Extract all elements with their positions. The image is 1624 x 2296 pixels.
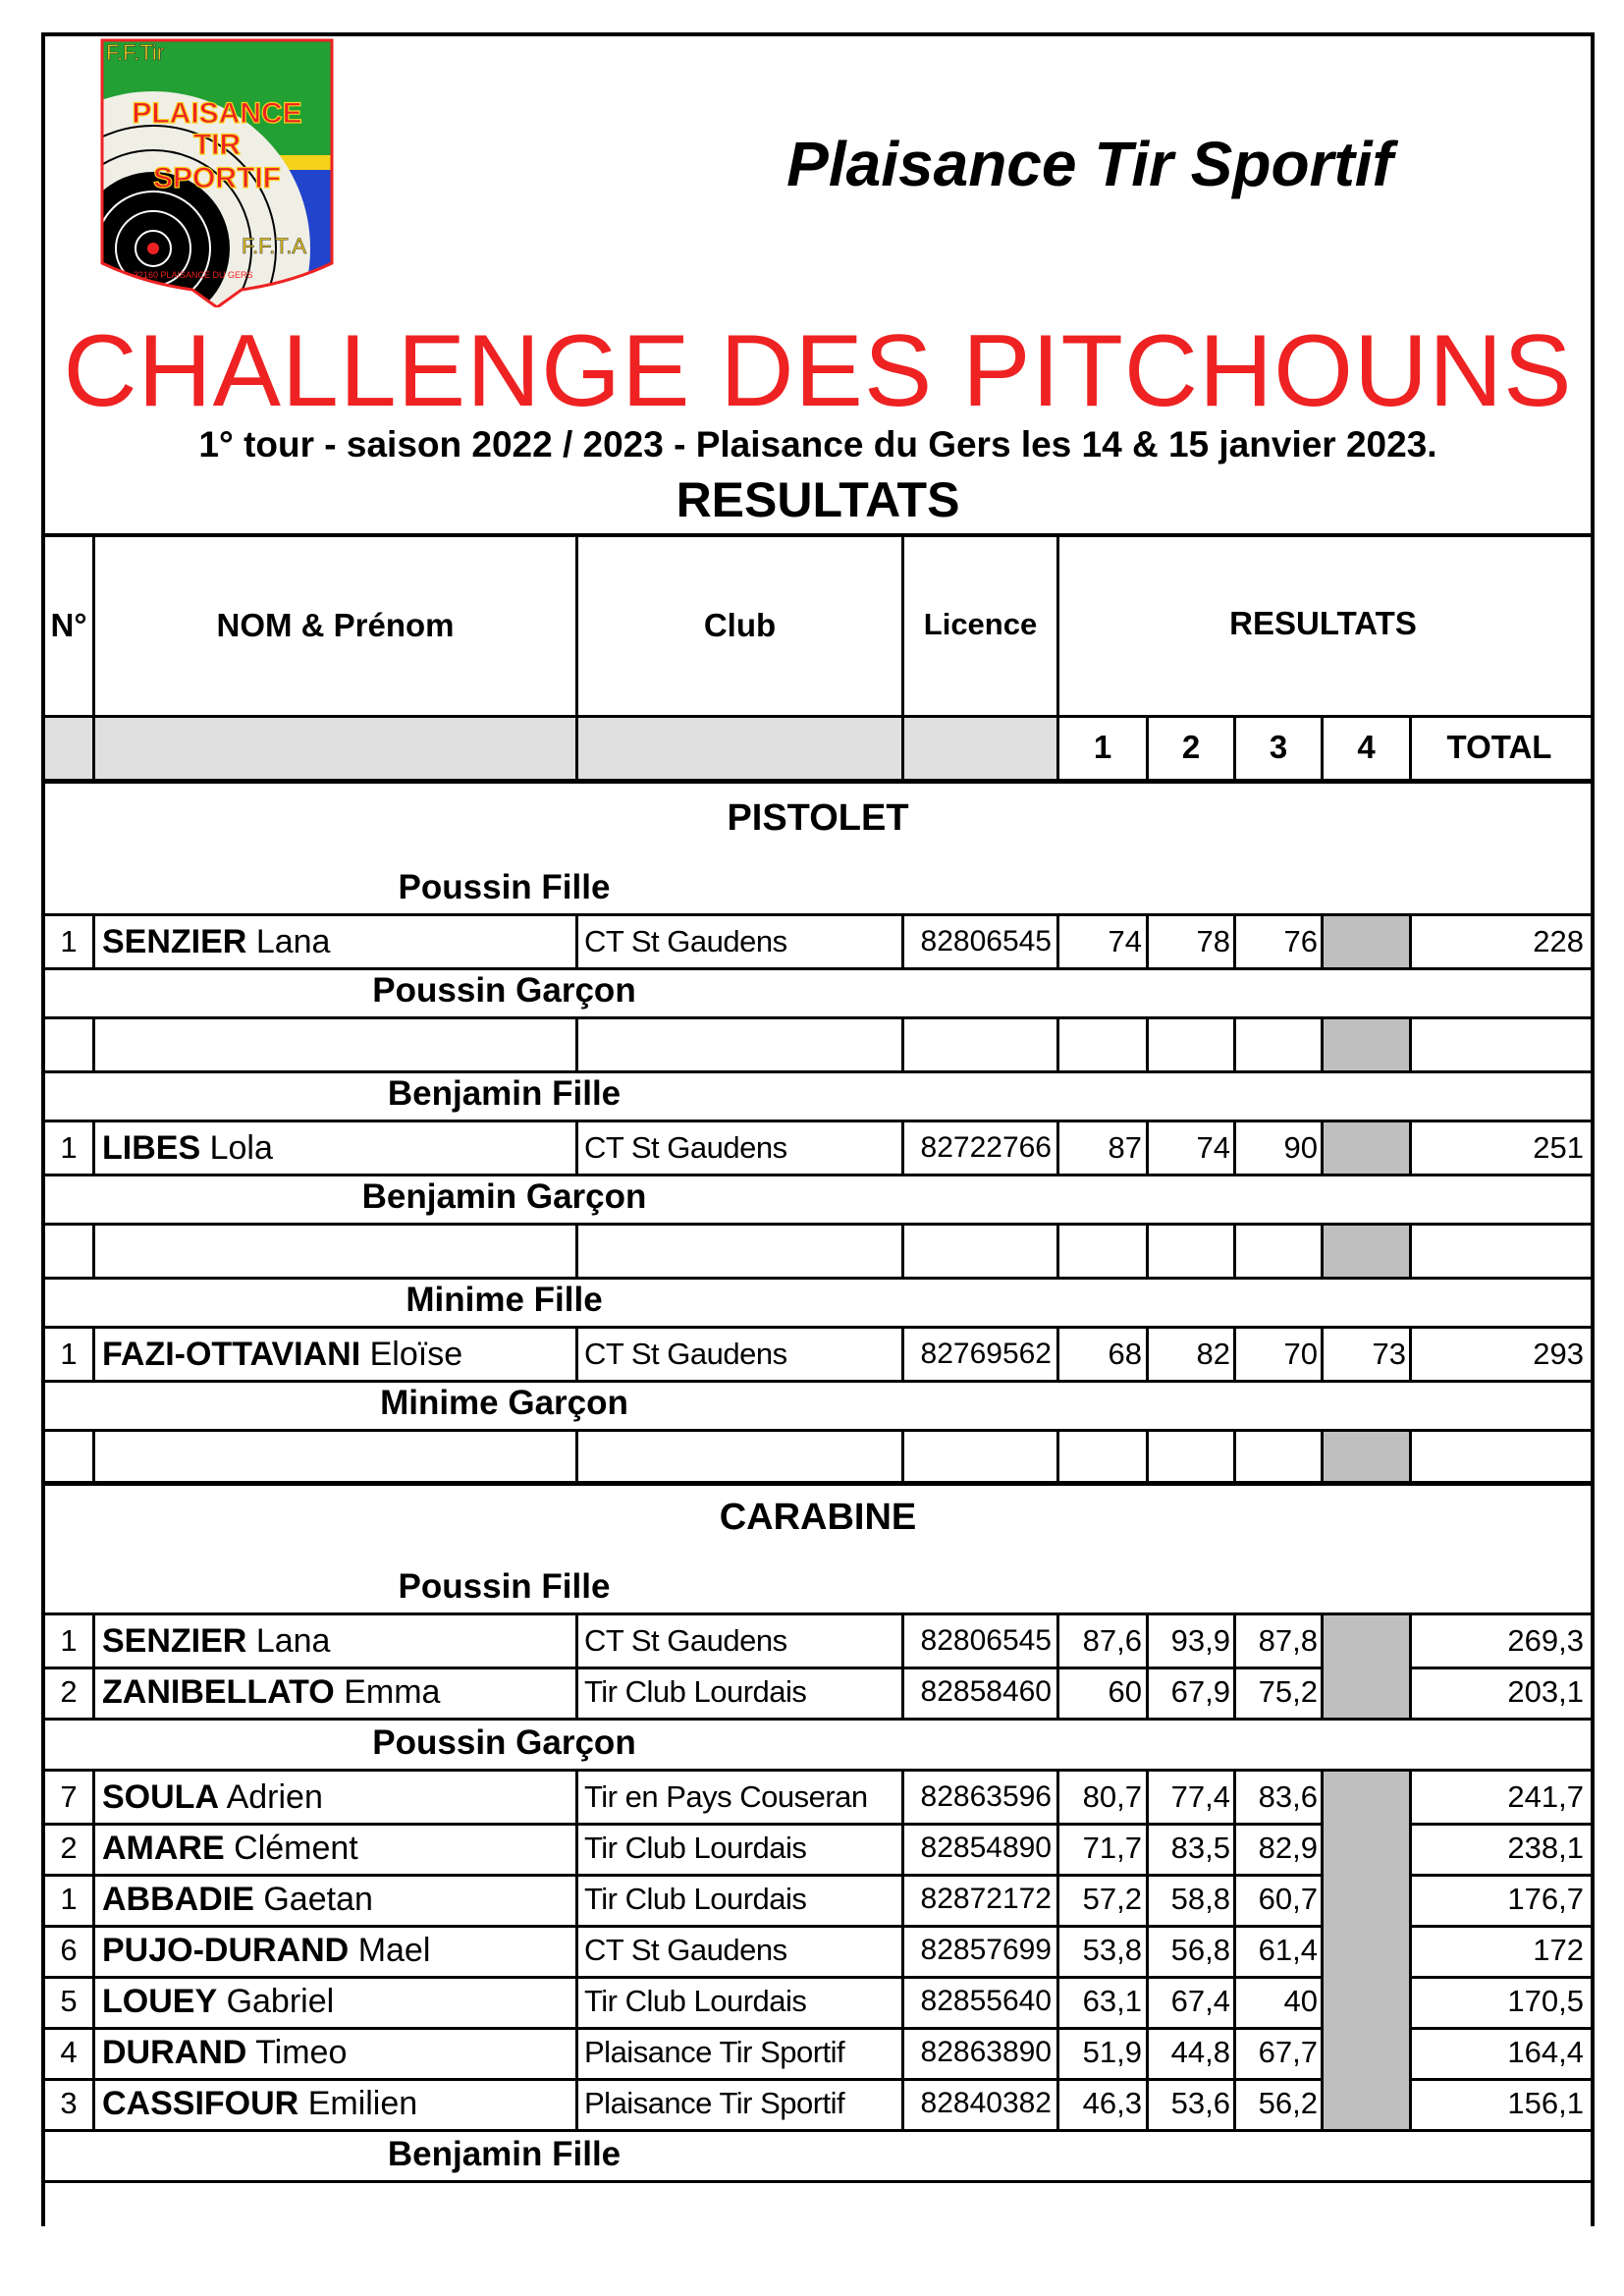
page-title: CHALLENGE DES PITCHOUNS [63, 314, 1573, 428]
cell-divider [92, 2027, 95, 2078]
total-score: 293 [1533, 1337, 1584, 1371]
last-name: SOULA [102, 1778, 219, 1816]
last-name: ZANIBELLATO [102, 1673, 335, 1711]
cell-divider [1233, 1226, 1236, 1277]
competitor-name [102, 1122, 273, 1174]
score-3: 56,2 [1258, 2086, 1318, 2120]
empty-score-cell [1324, 1019, 1409, 1070]
score-2: 67,4 [1170, 1984, 1230, 2018]
cell-divider [901, 1432, 904, 1483]
score-2: 67,9 [1170, 1674, 1230, 1709]
row-number: 1 [60, 1337, 78, 1371]
competitor-name [102, 2027, 347, 2078]
cell-divider [1321, 2027, 1324, 2078]
score-3: 40 [1283, 1984, 1318, 2018]
cell-divider [575, 1019, 578, 1070]
score-1: 60 [1108, 1674, 1142, 1709]
empty-score-cell [1324, 1823, 1409, 1874]
first-name: Gabriel [226, 1983, 335, 2020]
score-4: 73 [1372, 1337, 1406, 1371]
score-2: 53,6 [1170, 2086, 1230, 2120]
competitor-name [102, 1615, 330, 1667]
organization-name: Plaisance Tir Sportif [786, 129, 1393, 199]
total-score: 156,1 [1507, 2086, 1584, 2120]
cell-divider [92, 1874, 95, 1925]
total-score: 164,4 [1507, 2035, 1584, 2069]
score-3: 76 [1283, 924, 1318, 958]
cell-divider [1056, 1226, 1059, 1277]
cell-divider [575, 1976, 578, 2027]
licence-number: 82806545 [920, 1624, 1052, 1657]
cell-divider [575, 1874, 578, 1925]
total-score: 170,5 [1507, 1984, 1584, 2018]
licence-number: 82722766 [920, 1131, 1052, 1164]
first-name: Lana [255, 1622, 331, 1660]
licence-number: 82769562 [920, 1338, 1052, 1370]
total-score: 172 [1533, 1933, 1584, 1967]
event-subtitle: 1° tour - saison 2022 / 2023 - Plaisance du Gers les 14 & 15 janvier 2023. [198, 424, 1437, 465]
club-name: CT St Gaudens [584, 1933, 787, 1967]
cell-divider [1321, 1772, 1324, 1823]
cell-divider [92, 1019, 95, 1070]
licence-number: 82840382 [920, 2087, 1052, 2119]
total-score: 228 [1533, 924, 1584, 958]
cell-divider [1056, 1019, 1059, 1070]
competitor-name [102, 1823, 358, 1874]
header-licence: Licence [923, 607, 1038, 641]
competitor-name [102, 1874, 373, 1925]
score-2: 78 [1196, 924, 1230, 958]
empty-score-cell [1324, 2078, 1409, 2129]
cell-divider [1321, 1226, 1324, 1277]
cell-divider [92, 1329, 95, 1380]
empty-score-cell [1324, 1874, 1409, 1925]
club-name: Plaisance Tir Sportif [584, 2086, 845, 2120]
licence-number: 82854890 [920, 1831, 1052, 1864]
header-shade [45, 717, 1058, 780]
total-score: 238,1 [1507, 1831, 1584, 1865]
header-bottom-rule [41, 779, 1591, 784]
score-3: 70 [1283, 1337, 1318, 1371]
row-rule [45, 2180, 1591, 2183]
cell-divider [575, 1667, 578, 1718]
first-name: Lola [209, 1129, 273, 1167]
section-rule [41, 1481, 1591, 1485]
score-1: 51,9 [1082, 2035, 1142, 2069]
score-1: 80,7 [1082, 1779, 1142, 1814]
cell-divider [1233, 1019, 1236, 1070]
row-number: 7 [60, 1779, 78, 1814]
score-1: 63,1 [1082, 1984, 1142, 2018]
cell-divider [1146, 1432, 1149, 1483]
licence-number: 82863596 [920, 1780, 1052, 1813]
cell-divider [1321, 1019, 1324, 1070]
licence-number: 82872172 [920, 1883, 1052, 1915]
club-logo [94, 32, 340, 307]
score-2: 82 [1196, 1337, 1230, 1371]
cell-divider [575, 916, 578, 967]
results-heading: RESULTATS [676, 472, 960, 527]
total-score: 241,7 [1507, 1779, 1584, 1814]
category-title: Minime Fille [406, 1281, 603, 1319]
total-score: 251 [1533, 1130, 1584, 1165]
score-3: 67,7 [1258, 2035, 1318, 2069]
category-title: Benjamin Fille [387, 1074, 622, 1113]
last-name: DURAND [102, 2034, 247, 2071]
empty-score-cell [1324, 1122, 1409, 1174]
logo-address: 32160 PLAISANCE DU GERS [134, 270, 253, 280]
cell-divider [1321, 1122, 1324, 1174]
score-2: 58,8 [1170, 1882, 1230, 1916]
score-2: 44,8 [1170, 2035, 1230, 2069]
cell-divider [1409, 1019, 1412, 1070]
cell-divider [1321, 1432, 1324, 1483]
cell-divider [92, 916, 95, 967]
empty-score-cell [1324, 916, 1409, 967]
score-3: 60,7 [1258, 1882, 1318, 1916]
category-title: Poussin Fille [398, 868, 611, 906]
empty-score-cell [1324, 1667, 1409, 1718]
row-number: 3 [60, 2086, 78, 2120]
cell-divider [1233, 1432, 1236, 1483]
cell-divider [575, 1122, 578, 1174]
cell-divider [92, 1615, 95, 1667]
club-name: CT St Gaudens [584, 1623, 787, 1658]
club-name: CT St Gaudens [584, 1337, 787, 1371]
logo-bottom-text: F.F.T.A [242, 234, 307, 258]
header-score-4: 4 [1357, 729, 1376, 765]
club-name: Tir Club Lourdais [584, 1882, 807, 1916]
header-score-2: 2 [1181, 729, 1201, 765]
cell-divider [575, 1925, 578, 1976]
first-name: Adrien [226, 1778, 323, 1816]
header-name: NOM & Prénom [216, 607, 455, 643]
total-score: 176,7 [1507, 1882, 1584, 1916]
header-top-rule [41, 533, 1591, 537]
score-3: 90 [1283, 1130, 1318, 1165]
cell-divider [575, 1226, 578, 1277]
first-name: Clément [234, 1830, 358, 1867]
cell-divider [1321, 1874, 1324, 1925]
cell-divider [575, 2078, 578, 2129]
cell-divider [92, 1976, 95, 2027]
competitor-name [102, 1772, 323, 1823]
cell-divider [1321, 2078, 1324, 2129]
cell-divider [901, 1226, 904, 1277]
total-score: 203,1 [1507, 1674, 1584, 1709]
cell-divider [1056, 1432, 1059, 1483]
score-2: 74 [1196, 1130, 1230, 1165]
score-1: 53,8 [1082, 1933, 1142, 1967]
competitor-name [102, 1667, 440, 1718]
score-3: 61,4 [1258, 1933, 1318, 1967]
licence-number: 82806545 [920, 925, 1052, 957]
row-number: 2 [60, 1674, 78, 1709]
score-2: 77,4 [1170, 1779, 1230, 1814]
score-3: 82,9 [1258, 1831, 1318, 1865]
row-number: 1 [60, 1882, 78, 1916]
header-score-3: 3 [1269, 729, 1288, 765]
category-title: Poussin Garçon [372, 1723, 636, 1762]
header-score-1: 1 [1093, 729, 1112, 765]
cell-divider [1146, 1019, 1149, 1070]
score-1: 71,7 [1082, 1831, 1142, 1865]
club-name: Tir Club Lourdais [584, 1984, 807, 2018]
last-name: CASSIFOUR [102, 2085, 299, 2122]
category-title: Benjamin Garçon [361, 1177, 647, 1216]
cell-divider [575, 1432, 578, 1483]
cell-divider [1321, 1925, 1324, 1976]
empty-score-cell [1324, 2027, 1409, 2078]
cell-divider [1321, 1615, 1324, 1667]
cell-divider [575, 1615, 578, 1667]
cell-divider [575, 2027, 578, 2078]
cell-divider [1409, 1226, 1412, 1277]
first-name: Lana [255, 923, 331, 960]
row-number: 1 [60, 1623, 78, 1658]
score-2: 56,8 [1170, 1933, 1230, 1967]
cell-divider [1321, 1976, 1324, 2027]
row-number: 4 [60, 2035, 78, 2069]
empty-score-cell [1324, 1615, 1409, 1667]
cell-divider [92, 1122, 95, 1174]
header-club: Club [703, 607, 777, 643]
licence-number: 82855640 [920, 1985, 1052, 2017]
cell-divider [92, 1925, 95, 1976]
first-name: Timeo [255, 2034, 348, 2071]
cell-divider [575, 1823, 578, 1874]
header-number: N° [50, 607, 87, 643]
score-1: 87,6 [1082, 1623, 1142, 1658]
logo-line1: PLAISANCE [132, 97, 302, 130]
category-title: Poussin Fille [398, 1567, 611, 1606]
first-name: Emma [344, 1673, 441, 1711]
empty-score-cell [1324, 1432, 1409, 1483]
score-3: 83,6 [1258, 1779, 1318, 1814]
header-mid-rule [45, 715, 1591, 718]
club-name: Tir Club Lourdais [584, 1831, 807, 1865]
header-results: RESULTATS [1229, 605, 1417, 641]
score-2: 83,5 [1170, 1831, 1230, 1865]
category-title: Minime Garçon [380, 1384, 628, 1422]
last-name: PUJO-DURAND [102, 1932, 350, 1969]
club-name: CT St Gaudens [584, 1130, 787, 1165]
cell-divider [92, 2078, 95, 2129]
cell-divider [1409, 1432, 1412, 1483]
empty-score-cell [1324, 1226, 1409, 1277]
last-name: SENZIER [102, 923, 247, 960]
competitor-name [102, 1925, 430, 1976]
last-name: LOUEY [102, 1983, 218, 2020]
licence-number: 82857699 [920, 1934, 1052, 1966]
category-title: Poussin Garçon [372, 971, 636, 1010]
header-total: TOTAL [1446, 729, 1552, 765]
row-number: 2 [60, 1831, 78, 1865]
logo-top-text: F.F.Tir [106, 40, 165, 65]
header-divider [575, 537, 578, 781]
club-name: CT St Gaudens [584, 924, 787, 958]
total-score: 269,3 [1507, 1623, 1584, 1658]
licence-number: 82858460 [920, 1675, 1052, 1708]
section-title: CARABINE [719, 1497, 917, 1538]
licence-number: 82863890 [920, 2036, 1052, 2068]
first-name: Mael [357, 1932, 431, 1969]
row-number: 5 [60, 1984, 78, 2018]
score-3: 87,8 [1258, 1623, 1318, 1658]
first-name: Eloïse [369, 1336, 463, 1373]
last-name: FAZI-OTTAVIANI [102, 1336, 361, 1373]
header-divider [92, 537, 95, 781]
cell-divider [575, 1329, 578, 1380]
club-name: Tir Club Lourdais [584, 1674, 807, 1709]
last-name: ABBADIE [102, 1881, 254, 1918]
score-1: 74 [1108, 924, 1142, 958]
cell-divider [575, 1772, 578, 1823]
cell-divider [92, 1823, 95, 1874]
cell-divider [92, 1667, 95, 1718]
score-1: 68 [1108, 1337, 1142, 1371]
empty-score-cell [1324, 1772, 1409, 1823]
row-number: 1 [60, 924, 78, 958]
score-2: 93,9 [1170, 1623, 1230, 1658]
cell-divider [1321, 1667, 1324, 1718]
logo-line2: TIR [192, 129, 242, 161]
row-number: 6 [60, 1933, 78, 1967]
competitor-name [102, 916, 330, 967]
first-name: Emilien [307, 2085, 418, 2122]
competitor-name [102, 1976, 334, 2027]
category-title: Benjamin Fille [387, 2135, 622, 2173]
logo-line3: SPORTIF [152, 162, 282, 194]
cell-divider [1321, 916, 1324, 967]
first-name: Gaetan [263, 1881, 373, 1918]
empty-score-cell [1324, 1976, 1409, 2027]
last-name: AMARE [102, 1830, 225, 1867]
cell-divider [92, 1432, 95, 1483]
cell-divider [1146, 1226, 1149, 1277]
score-1: 57,2 [1082, 1882, 1142, 1916]
empty-score-cell [1324, 1925, 1409, 1976]
score-1: 87 [1108, 1130, 1142, 1165]
cell-divider [1321, 1823, 1324, 1874]
score-1: 46,3 [1082, 2086, 1142, 2120]
last-name: SENZIER [102, 1622, 247, 1660]
club-name: Tir en Pays Couseran [584, 1779, 868, 1814]
last-name: LIBES [102, 1129, 201, 1167]
competitor-name [102, 1329, 462, 1380]
cell-divider [901, 1019, 904, 1070]
header-divider [901, 537, 904, 781]
cell-divider [92, 1226, 95, 1277]
club-name: Plaisance Tir Sportif [584, 2035, 845, 2069]
cell-divider [92, 1772, 95, 1823]
section-title: PISTOLET [727, 797, 909, 839]
competitor-name [102, 2078, 417, 2129]
row-number: 1 [60, 1130, 78, 1165]
score-3: 75,2 [1258, 1674, 1318, 1709]
